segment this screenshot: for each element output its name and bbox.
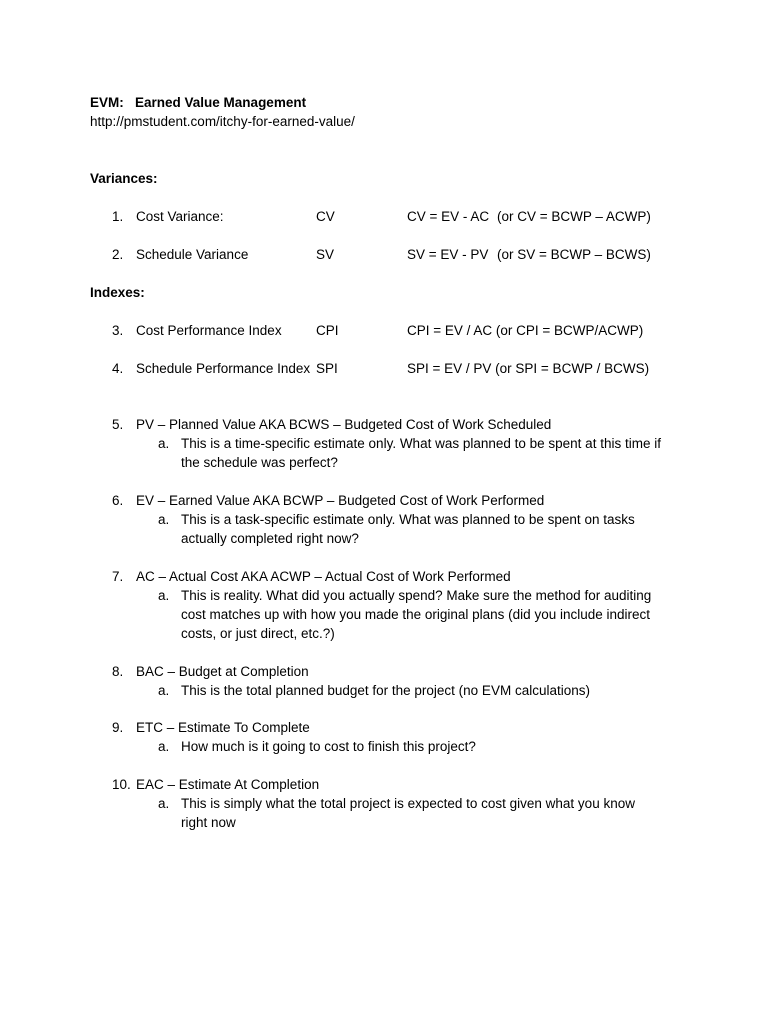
sub-text-line: cost matches up with how you made the original plans (did you include indirect [181,607,651,622]
list-number: 5. [112,417,124,432]
term-name: Cost Variance: [136,209,224,224]
sub-text-line: This is a task-specific estimate only. What was planned to be spent on tasks [181,512,635,527]
term-formula: SPI = EV / PV (or SPI = BCWP / BCWS) [407,361,650,376]
list-number: 9. [112,720,124,735]
term-formula: CPI = EV / AC (or CPI = BCWP/ACWP) [407,323,644,338]
source-url[interactable]: http://pmstudent.com/itchy-for-earned-value/ [90,114,355,129]
indexes-heading: Indexes: [90,285,145,300]
term-abbr: SPI [316,361,338,376]
term-name: Schedule Variance [136,247,249,262]
term-text: BAC – Budget at Completion [136,664,309,679]
sub-letter: a. [158,436,170,451]
sub-text-line: How much is it going to cost to finish this project? [181,739,476,754]
term-abbr: CV [316,209,335,224]
document-title [90,93,306,112]
variances-heading: Variances: [90,171,158,186]
term-name: Schedule Performance Index [136,361,311,376]
sub-text-line: right now [181,815,236,830]
term-abbr: CPI [316,323,339,338]
sub-letter: a. [158,683,170,698]
term-text: ETC – Estimate To Complete [136,720,310,735]
sub-text-line: costs, or just direct, etc.?) [181,626,335,641]
list-number: 8. [112,664,124,679]
title-text: Earned Value Management [135,95,307,110]
sub-text-line: This is simply what the total project is expected to cost given what you know [181,796,635,811]
sub-letter: a. [158,512,170,527]
term-text: PV – Planned Value AKA BCWS – Budgeted Cost of Work Scheduled [136,417,552,432]
list-number: 4. [112,361,124,376]
term-text: AC – Actual Cost AKA ACWP – Actual Cost of Work Performed [136,569,511,584]
term-name: Cost Performance Index [136,323,282,338]
list-number: 2. [112,247,124,262]
sub-text-line: This is the total planned budget for the project (no EVM calculations) [181,683,590,698]
list-number: 3. [112,323,124,338]
title-label: EVM: [90,95,124,110]
sub-text-line: This is a time-specific estimate only. What was planned to be spent at this time if [181,436,661,451]
sub-letter: a. [158,739,170,754]
term-alt-formula: (or CV = BCWP – ACWP) [497,209,651,224]
sub-letter: a. [158,588,170,603]
sub-text-line: actually completed right now? [181,531,359,546]
sub-letter: a. [158,796,170,811]
term-alt-formula: (or SV = BCWP – BCWS) [497,247,651,262]
list-number: 1. [112,209,124,224]
sub-text-line: This is reality. What did you actually spend? Make sure the method for auditing [181,588,652,603]
list-number: 7. [112,569,124,584]
term-abbr: SV [316,247,335,262]
term-text: EV – Earned Value AKA BCWP – Budgeted Cost of Work Performed [136,493,545,508]
list-number: 10. [112,777,131,792]
list-number: 6. [112,493,124,508]
sub-text-line: the schedule was perfect? [181,455,338,470]
term-formula: SV = EV - PV [407,247,489,262]
term-text: EAC – Estimate At Completion [136,777,320,792]
term-formula: CV = EV - AC [407,209,490,224]
